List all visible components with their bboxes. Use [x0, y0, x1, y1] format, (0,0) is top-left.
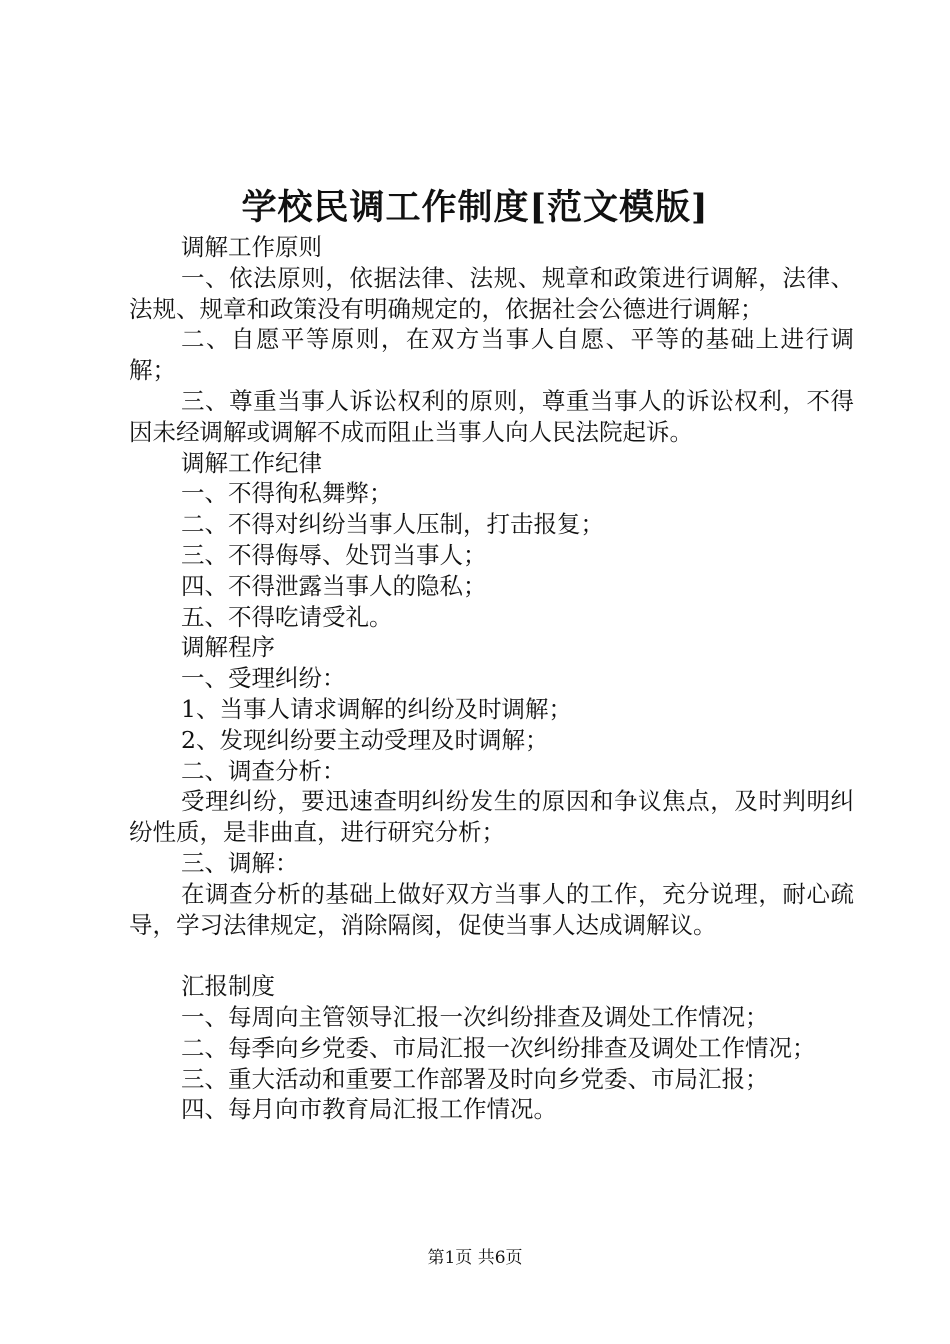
- list-item: 三、调解：: [181, 848, 299, 877]
- page-footer: 第1页 共6页: [427, 1248, 523, 1268]
- paragraph: 二、自愿平等原则，在双方当事人自愿、平等的基础上进行调解；: [129, 325, 854, 385]
- list-item: 二、不得对纠纷当事人压制，打击报复；: [181, 510, 604, 539]
- document-title: 学校民调工作制度[范文模版]: [241, 187, 709, 228]
- list-item: 一、不得徇私舞弊；: [181, 479, 393, 508]
- list-item: 三、重大活动和重要工作部署及时向乡党委、市局汇报；: [181, 1064, 769, 1093]
- list-item: 一、每周向主管领导汇报一次纠纷排查及调处工作情况；: [181, 1002, 769, 1031]
- list-item: 2、发现纠纷要主动受理及时调解；: [181, 725, 549, 754]
- list-item: 1、当事人请求调解的纠纷及时调解；: [181, 694, 572, 723]
- spacer: [129, 940, 854, 971]
- paragraph: 在调查分析的基础上做好双方当事人的工作，充分说理，耐心疏导，学习法律规定，消除隔阂，促使当事人达成调解议。: [129, 879, 854, 939]
- list-item: 二、调查分析：: [181, 756, 346, 785]
- list-item: 三、不得侮辱、处罚当事人；: [181, 540, 487, 569]
- section-heading-reporting: 汇报制度: [181, 972, 275, 1001]
- list-item: 四、每月向市教育局汇报工作情况。: [181, 1095, 557, 1124]
- paragraph: 受理纠纷，要迅速查明纠纷发生的原因和争议焦点，及时判明纠纷性质，是非曲直，进行研究分析；: [129, 787, 854, 847]
- document-body: [129, 232, 854, 1125]
- paragraph: 三、尊重当事人诉讼权利的原则，尊重当事人的诉讼权利，不得因未经调解或调解不成而阻止当事人向人民法院起诉。: [129, 386, 854, 446]
- section-heading-discipline: 调解工作纪律: [181, 448, 322, 477]
- list-item: 四、不得泄露当事人的隐私；: [181, 571, 487, 600]
- section-heading-principles: 调解工作原则: [181, 233, 322, 261]
- section-heading-procedure: 调解程序: [181, 633, 275, 662]
- paragraph: 一、依法原则，依据法律、法规、规章和政策进行调解，法律、法规、规章和政策没有明确规定的，依据社会公德进行调解；: [129, 263, 854, 323]
- list-item: 一、受理纠纷：: [181, 664, 346, 693]
- paragraph: 二、每季向乡党委、市局汇报一次纠纷排查及调处工作情况；: [181, 1033, 816, 1062]
- list-item: 五、不得吃请受礼。: [181, 602, 393, 631]
